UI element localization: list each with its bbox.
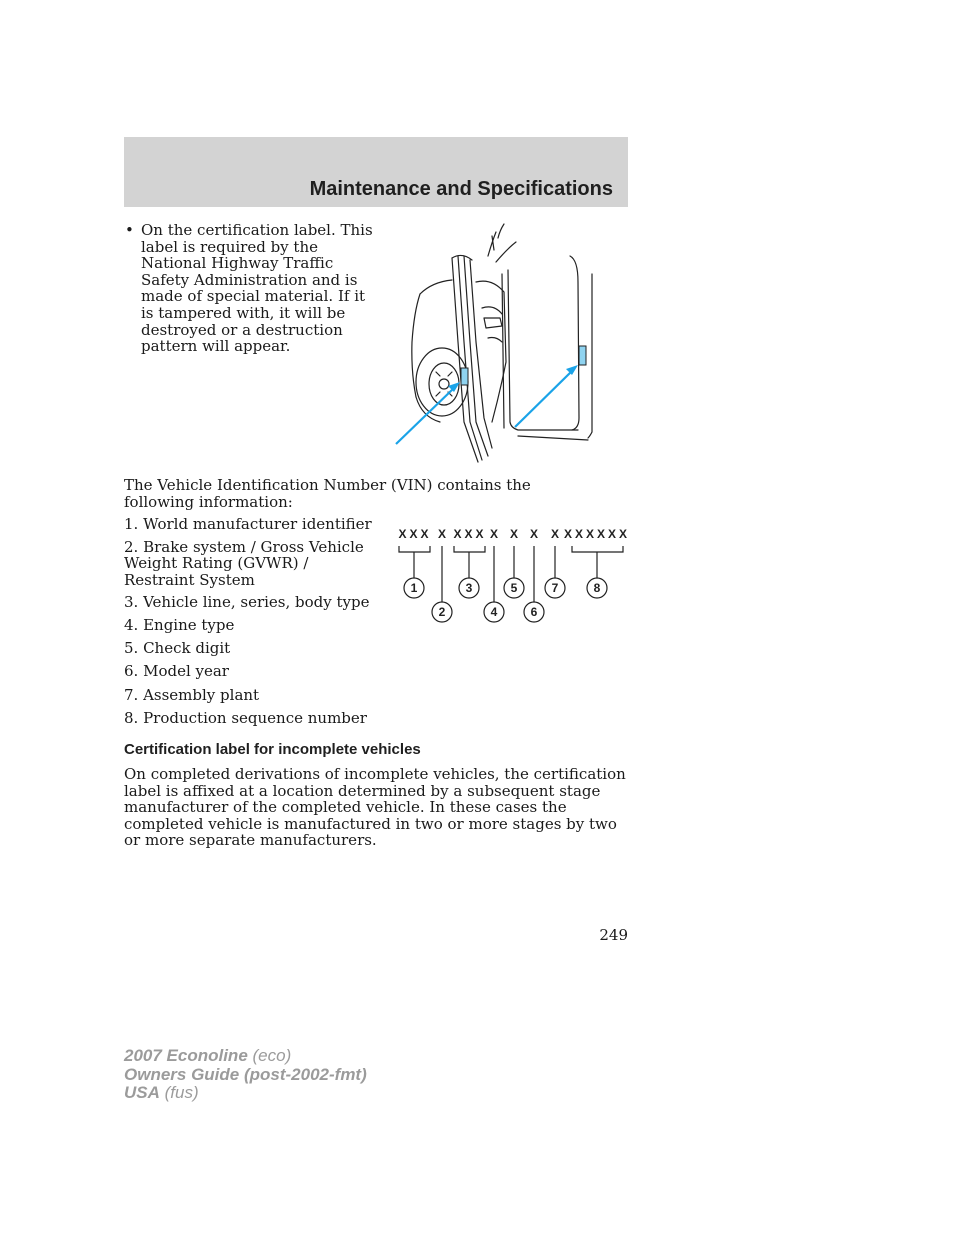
footer-region-code: (fus) — [164, 1083, 199, 1102]
vin-diagram — [395, 522, 630, 626]
bullet-dot: • — [125, 221, 134, 239]
footer-region: USA — [124, 1083, 160, 1102]
vin-item-list — [124, 516, 374, 727]
vin-group-8: XXXXXX — [563, 527, 630, 541]
footer-line-guide — [124, 1066, 367, 1085]
bullet-text: On the certification label. This label is required by the National Highway Traffic Safety Administration and is made of special material. If it is tampered with, it will be destroyed or a destruction pattern will appear. — [141, 221, 373, 356]
list-item: 4. Engine type — [124, 615, 235, 634]
list-item: 2. Brake system / Gross Vehicle Weight Rating (GVWR) / Restraint System — [124, 537, 364, 589]
vin-group-6: X — [529, 527, 539, 541]
vin-callout-4: 4 — [490, 605, 498, 619]
page-title: Maintenance and Specifications — [309, 178, 613, 200]
list-item: 6. Model year — [124, 662, 229, 681]
document-footer — [124, 1047, 367, 1103]
footer-line-region — [124, 1084, 367, 1103]
vin-group-7: X — [550, 527, 560, 541]
footer-model-code: (eco) — [252, 1046, 292, 1065]
header-band — [124, 137, 628, 207]
vin-callout-2: 2 — [438, 605, 446, 619]
vin-callout-5: 5 — [510, 581, 518, 595]
vin-callout-8: 8 — [593, 581, 601, 595]
section-heading: Certification label for incomplete vehicles — [124, 741, 421, 758]
vin-group-1: XXX — [398, 527, 432, 541]
page-number: 249 — [599, 926, 628, 944]
footer-line-model — [124, 1047, 367, 1066]
door-label-illustration — [392, 222, 604, 465]
vin-callout-6: 6 — [530, 605, 538, 619]
section-paragraph: On completed derivations of incomplete vehicles, the certification label is affixed at a location determined by a subsequent stage manufacturer of the completed vehicle. In these cases the completed vehicle is manufactured in two or more stages by two or more separate manufacturers. — [124, 765, 626, 850]
list-item: 5. Check digit — [124, 638, 231, 657]
list-item: 1. World manufacturer identifier — [124, 515, 372, 533]
vin-callout-3: 3 — [465, 581, 473, 595]
vin-group-5: X — [509, 527, 519, 541]
vin-callout-7: 7 — [551, 581, 559, 595]
vin-group-2: X — [437, 527, 447, 541]
footer-guide: Owners Guide (post-2002-fmt) — [124, 1064, 367, 1084]
list-item: 7. Assembly plant — [124, 685, 260, 704]
list-item: 3. Vehicle line, series, body type — [124, 593, 370, 612]
vin-group-3: XXX — [453, 527, 487, 541]
vin-group-4: X — [489, 527, 499, 541]
vin-intro: The Vehicle Identification Number (VIN) contains the following information: — [124, 476, 531, 511]
list-item: 8. Production sequence number — [124, 709, 367, 728]
vin-callout-1: 1 — [410, 581, 418, 595]
footer-model: 2007 Econoline — [124, 1046, 248, 1065]
